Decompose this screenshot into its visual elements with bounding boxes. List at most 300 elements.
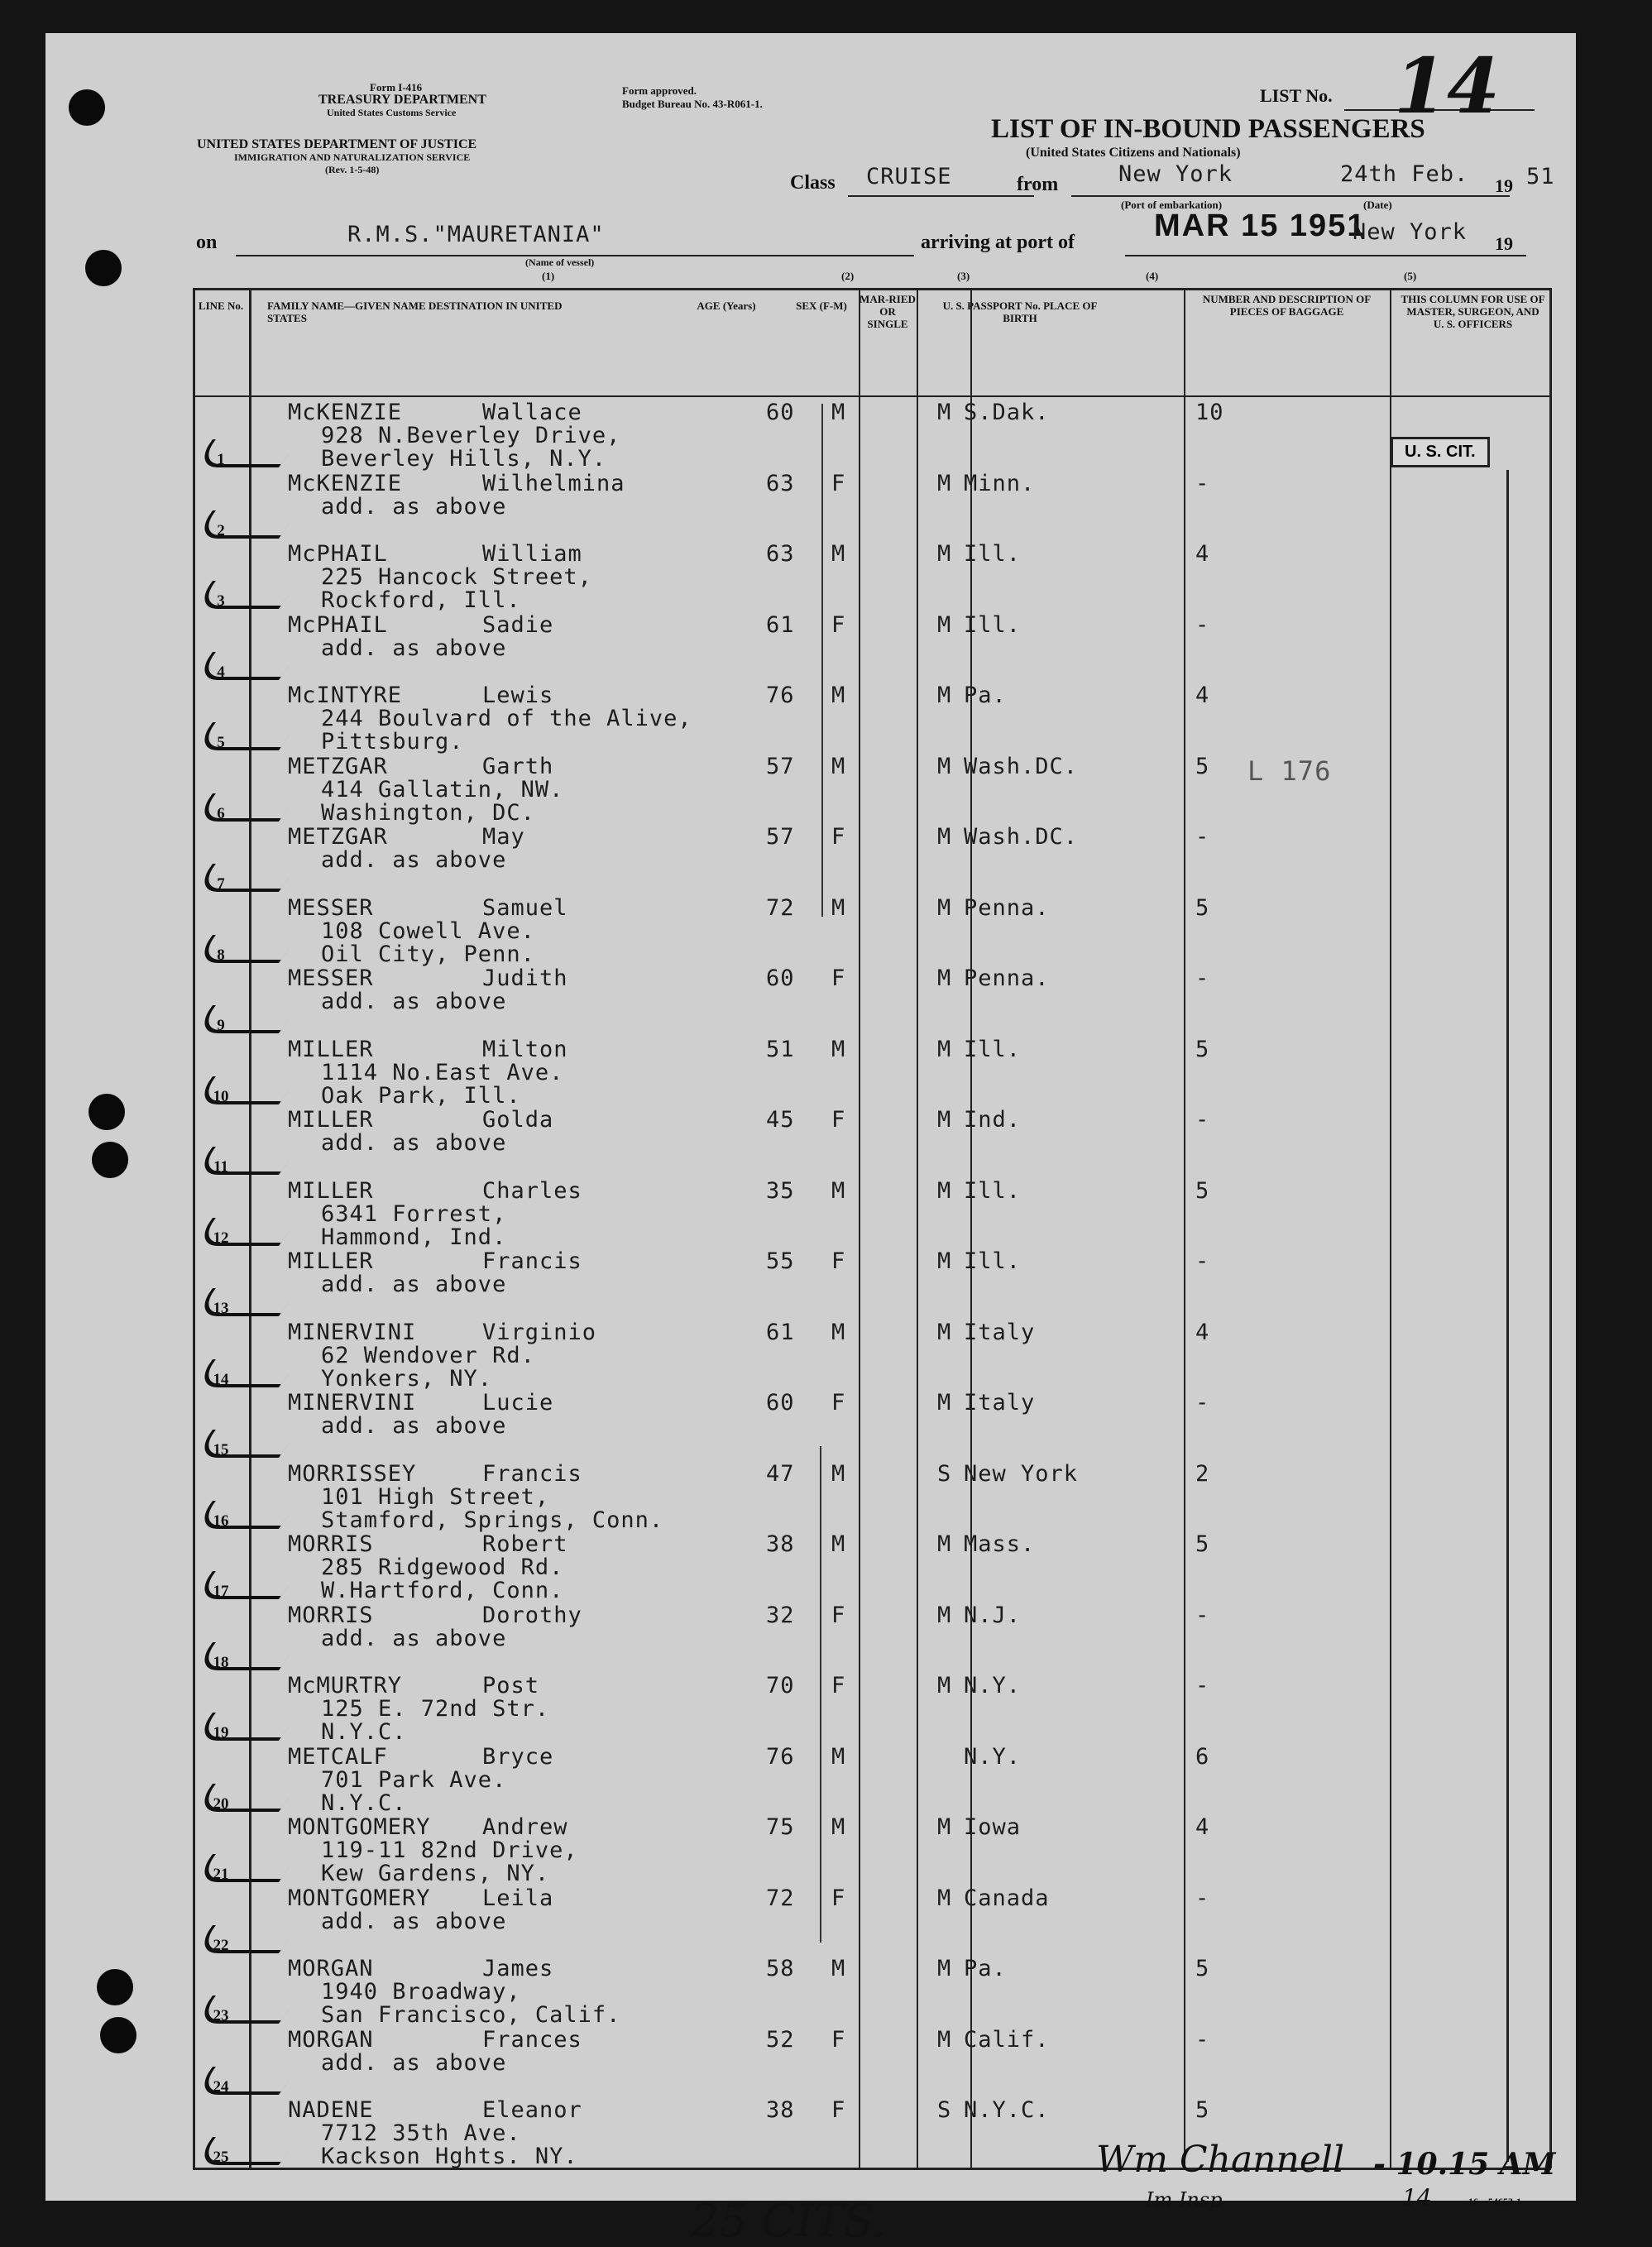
passenger-marital-status: M: [937, 824, 952, 850]
port-embark-caption: (Port of embarkation): [1121, 199, 1223, 211]
passenger-address-line: Pittsburg.: [321, 729, 464, 755]
passenger-address-line: Washington, DC.: [321, 799, 535, 826]
line-number: 17: [213, 1583, 229, 1600]
passenger-given-name: Post: [482, 1673, 540, 1698]
passenger-age: 61: [766, 1319, 795, 1345]
check-mark-icon: [193, 510, 299, 539]
inspection-time: - 10.15 AM: [1373, 2147, 1556, 2182]
col-header-passport: U. S. PASSPORT No. PLACE OF BIRTH: [942, 299, 1098, 324]
passenger-marital-status: M: [937, 753, 952, 779]
passenger-address-line: San Francisco, Calif.: [321, 2002, 621, 2028]
passenger-baggage: -: [1195, 611, 1210, 638]
passenger-surname: McKENZIE: [288, 470, 403, 496]
passenger-marital-status: M: [937, 683, 952, 708]
passenger-baggage: 4: [1195, 1814, 1210, 1840]
page-mark: 14: [1402, 2184, 1432, 2211]
passenger-address-line: Yonkers, NY.: [321, 1365, 493, 1392]
check-mark-icon: [193, 793, 299, 822]
form-approved: Form approved.: [622, 84, 697, 97]
passenger-baggage: -: [1195, 1673, 1210, 1698]
passenger-baggage: 5: [1195, 894, 1210, 921]
passenger-age: 60: [766, 965, 795, 991]
check-mark-icon: [193, 1501, 299, 1529]
col-num-1: (1): [542, 270, 555, 282]
line-number: 22: [213, 1936, 229, 1954]
passenger-birthplace: Penna.: [964, 894, 1050, 921]
passenger-address-line: add. as above: [321, 989, 507, 1014]
line-number: 18: [213, 1653, 229, 1671]
line-number: 7: [217, 875, 225, 893]
passenger-age: 51: [766, 1036, 795, 1062]
ins-service: IMMIGRATION AND NATURALIZATION SERVICE: [234, 151, 471, 163]
passenger-address-line: 7712 35th Ave.: [321, 2120, 521, 2146]
check-mark-icon: [193, 1642, 299, 1670]
check-mark-icon: [193, 1854, 299, 1882]
passenger-birthplace: Calif.: [964, 2026, 1050, 2053]
passenger-surname: MORGAN: [288, 1956, 374, 1981]
passenger-address-line: add. as above: [321, 1130, 507, 1156]
line-number: 4: [217, 663, 225, 681]
manifest-sheet: [45, 33, 1576, 2247]
passenger-surname: MILLER: [288, 1177, 374, 1204]
on-label: on: [196, 232, 218, 253]
passenger-given-name: Charles: [482, 1177, 582, 1204]
check-mark-icon: [193, 439, 299, 467]
punch-hole: [89, 1094, 125, 1130]
line-number: 23: [213, 2007, 229, 2024]
passenger-address-line: add. as above: [321, 635, 507, 661]
passenger-baggage: 2: [1195, 1460, 1210, 1487]
punch-hole: [85, 250, 122, 286]
passenger-given-name: Judith: [482, 965, 568, 991]
check-mark-icon: [193, 581, 299, 609]
date-caption: (Date): [1363, 199, 1392, 211]
check-mark-icon: [193, 2137, 299, 2165]
passenger-age: 70: [766, 1673, 795, 1698]
passenger-surname: MONTGOMERY: [288, 1814, 431, 1840]
passenger-birthplace: N.J.: [964, 1602, 1022, 1628]
line-number: 14: [213, 1370, 229, 1388]
line-number: 1: [217, 451, 225, 468]
passenger-given-name: Dorothy: [482, 1602, 582, 1628]
check-mark-icon: [193, 1288, 299, 1316]
passenger-baggage: -: [1195, 1248, 1210, 1274]
arriving-label: arriving at port of: [921, 232, 1075, 253]
col-num-4: (4): [1146, 270, 1159, 282]
passenger-marital-status: S: [937, 1460, 952, 1487]
passenger-surname: MORGAN: [288, 2026, 374, 2053]
budget-bureau: Budget Bureau No. 43-R061-1.: [622, 98, 763, 110]
passenger-age: 57: [766, 753, 795, 779]
passenger-sex: F: [831, 2097, 846, 2123]
passenger-marital-status: M: [937, 1673, 952, 1698]
check-mark-icon: [193, 1713, 299, 1741]
passenger-address-line: 62 Wendover Rd.: [321, 1342, 535, 1368]
form-number: Form I-416: [370, 81, 423, 93]
passenger-surname: NADENE: [288, 2097, 374, 2123]
passenger-sex: F: [831, 1602, 846, 1628]
age-bracket-mark: [821, 404, 823, 917]
passenger-birthplace: Mass.: [964, 1531, 1036, 1557]
passenger-baggage: -: [1195, 824, 1210, 850]
passenger-surname: MORRISSEY: [288, 1460, 417, 1487]
line-number: 9: [217, 1017, 225, 1034]
passenger-age: 38: [766, 1531, 795, 1557]
passenger-address-line: Rockford, Ill.: [321, 587, 521, 613]
passenger-age: 57: [766, 824, 795, 850]
passenger-address-line: 414 Gallatin, NW.: [321, 776, 564, 802]
passenger-address-line: 119-11 82nd Drive,: [321, 1837, 578, 1863]
age-bracket-mark: [820, 1446, 821, 1943]
passenger-address-line: 101 High Street,: [321, 1483, 550, 1510]
passenger-marital-status: M: [937, 1036, 952, 1062]
passenger-age: 60: [766, 1390, 795, 1416]
passenger-baggage: 5: [1195, 1956, 1210, 1981]
passenger-baggage: -: [1195, 1390, 1210, 1416]
col-header-age: AGE (Years): [697, 299, 756, 312]
customs-service: United States Customs Service: [327, 107, 457, 118]
passenger-birthplace: Penna.: [964, 965, 1050, 991]
passenger-age: 75: [766, 1814, 795, 1840]
passenger-address-line: Oak Park, Ill.: [321, 1082, 521, 1109]
passenger-baggage: 10: [1195, 400, 1224, 425]
embark-date: 24th Feb.: [1340, 161, 1469, 187]
passenger-surname: McMURTRY: [288, 1673, 403, 1698]
arrival-port: New York: [1353, 219, 1468, 245]
check-mark-icon: [193, 1218, 299, 1246]
passenger-surname: McPHAIL: [288, 541, 388, 567]
passenger-address-line: add. as above: [321, 847, 507, 873]
passenger-surname: McKENZIE: [288, 400, 403, 425]
passenger-birthplace: Ind.: [964, 1107, 1022, 1133]
passenger-given-name: Leila: [482, 1885, 554, 1911]
passenger-baggage: 5: [1195, 1531, 1210, 1557]
passenger-birthplace: Italy: [964, 1390, 1036, 1416]
passenger-given-name: Samuel: [482, 894, 568, 921]
passenger-age: 63: [766, 541, 795, 567]
manifest-subtitle: (United States Citizens and Nationals): [1026, 146, 1241, 160]
class-value: CRUISE: [866, 164, 952, 189]
passenger-address-line: 225 Hancock Street,: [321, 564, 592, 590]
passenger-birthplace: New York: [964, 1460, 1079, 1487]
punch-hole: [92, 1142, 128, 1178]
col-header-baggage: NUMBER AND DESCRIPTION OF PIECES OF BAGGAGE: [1202, 293, 1372, 318]
col-num-2: (2): [841, 270, 855, 282]
passenger-sex: M: [831, 400, 846, 425]
passenger-marital-status: M: [937, 1814, 952, 1840]
year-prefix: 19: [1495, 175, 1513, 196]
passenger-birthplace: Wash.DC.: [964, 824, 1079, 850]
passenger-sex: M: [831, 1036, 846, 1062]
line-number: 8: [217, 946, 225, 964]
line-number: 19: [213, 1724, 229, 1742]
passenger-given-name: Andrew: [482, 1814, 568, 1840]
passenger-surname: MONTGOMERY: [288, 1885, 431, 1911]
passenger-baggage: 5: [1195, 753, 1210, 779]
line-number: 20: [213, 1794, 229, 1813]
col-header-line: LINE No.: [198, 299, 244, 312]
passenger-sex: M: [831, 753, 846, 779]
passenger-surname: MORRIS: [288, 1531, 374, 1557]
passenger-birthplace: Ill.: [964, 1036, 1022, 1062]
passenger-address-line: 701 Park Ave.: [321, 1766, 507, 1793]
print-code: 16—54653-1: [1468, 2196, 1521, 2207]
passenger-given-name: Robert: [482, 1531, 568, 1557]
passenger-birthplace: Wash.DC.: [964, 753, 1079, 779]
passenger-marital-status: M: [937, 1177, 952, 1204]
passenger-address-line: 1114 No.East Ave.: [321, 1059, 564, 1085]
passenger-age: 35: [766, 1177, 795, 1204]
passenger-address-line: add. as above: [321, 1272, 507, 1297]
passenger-marital-status: M: [937, 1956, 952, 1981]
line-number: 10: [213, 1087, 229, 1105]
passenger-birthplace: N.Y.: [964, 1673, 1022, 1698]
passenger-address-line: 125 E. 72nd Str.: [321, 1696, 550, 1722]
passenger-surname: METZGAR: [288, 753, 388, 779]
arrival-date-stamp: MAR 15 1951: [1154, 208, 1367, 243]
citizens-count: 25 CITS.: [691, 2195, 887, 2247]
passenger-given-name: Golda: [482, 1107, 554, 1133]
passenger-given-name: Garth: [482, 753, 554, 779]
passenger-surname: MORRIS: [288, 1602, 374, 1628]
passenger-birthplace: Italy: [964, 1319, 1036, 1345]
passenger-address-line: N.Y.C.: [321, 1789, 407, 1816]
passenger-baggage: 5: [1195, 1036, 1210, 1062]
passenger-marital-status: M: [937, 1602, 952, 1628]
passenger-sex: M: [831, 1460, 846, 1487]
check-mark-icon: [193, 1784, 299, 1812]
passenger-age: 63: [766, 470, 795, 496]
check-mark-icon: [193, 1995, 299, 2024]
passenger-surname: MILLER: [288, 1036, 374, 1062]
passenger-age: 38: [766, 2097, 795, 2123]
check-mark-icon: [193, 1571, 299, 1599]
vessel-name: R.M.S."MAURETANIA": [347, 222, 605, 247]
passenger-birthplace: Ill.: [964, 611, 1022, 638]
passenger-baggage: -: [1195, 2026, 1210, 2053]
passenger-marital-status: M: [937, 1248, 952, 1274]
passenger-baggage: 6: [1195, 1743, 1210, 1770]
passenger-marital-status: M: [937, 541, 952, 567]
passenger-address-line: Kew Gardens, NY.: [321, 1861, 550, 1886]
punch-hole: [69, 89, 105, 126]
check-mark-icon: [193, 864, 299, 892]
from-value: New York: [1118, 161, 1233, 187]
from-label: from: [1017, 174, 1059, 195]
passenger-given-name: Lewis: [482, 683, 554, 708]
passenger-address-line: add. as above: [321, 2049, 507, 2076]
passenger-age: 58: [766, 1956, 795, 1981]
justice-dept: UNITED STATES DEPARTMENT OF JUSTICE: [197, 137, 477, 151]
passenger-age: 32: [766, 1602, 795, 1628]
passenger-given-name: Francis: [482, 1460, 582, 1487]
passenger-baggage: -: [1195, 1602, 1210, 1628]
line-number: 24: [213, 2077, 229, 2096]
passenger-surname: MILLER: [288, 1248, 374, 1274]
list-no-label: LIST No.: [1260, 85, 1333, 106]
passenger-baggage: 5: [1195, 1177, 1210, 1204]
line-number: 6: [217, 804, 225, 822]
passenger-sex: M: [831, 1956, 846, 1981]
passenger-sex: M: [831, 1177, 846, 1204]
passenger-sex: M: [831, 1319, 846, 1345]
passenger-baggage: -: [1195, 1107, 1210, 1133]
passenger-sex: F: [831, 1107, 846, 1133]
passenger-given-name: William: [482, 541, 582, 567]
line-number: 21: [213, 1866, 229, 1883]
passenger-birthplace: S.Dak.: [964, 400, 1050, 425]
line-number: 15: [213, 1441, 229, 1459]
passenger-marital-status: M: [937, 1531, 952, 1557]
passenger-address-line: add. as above: [321, 1625, 507, 1651]
passenger-baggage: 5: [1195, 2097, 1210, 2123]
check-mark-icon: [193, 935, 299, 963]
col-num-5: (5): [1404, 270, 1417, 282]
passenger-surname: McPHAIL: [288, 611, 388, 638]
col-num-3: (3): [957, 270, 970, 282]
passenger-surname: MESSER: [288, 894, 374, 921]
passenger-sex: F: [831, 965, 846, 991]
passenger-marital-status: M: [937, 894, 952, 921]
passenger-surname: MINERVINI: [288, 1390, 417, 1416]
line-number: 13: [213, 1300, 229, 1317]
list-number: 14: [1394, 41, 1501, 131]
passenger-age: 47: [766, 1460, 795, 1487]
check-mark-icon: [193, 652, 299, 680]
passenger-sex: M: [831, 683, 846, 708]
passenger-given-name: Milton: [482, 1036, 568, 1062]
passenger-given-name: Lucie: [482, 1390, 554, 1416]
year-prefix-2: 19: [1495, 233, 1513, 254]
passenger-given-name: May: [482, 824, 525, 850]
passenger-sex: F: [831, 824, 846, 850]
passenger-sex: M: [831, 1531, 846, 1557]
passenger-address-line: 244 Boulvard of the Alive,: [321, 706, 692, 731]
passenger-address-line: Kackson Hghts. NY.: [321, 2144, 578, 2169]
passenger-marital-status: M: [937, 611, 952, 638]
check-mark-icon: [193, 1430, 299, 1458]
passenger-marital-status: M: [937, 470, 952, 496]
line-number: 25: [213, 2149, 229, 2166]
passenger-table: [193, 288, 1551, 2168]
passenger-marital-status: M: [937, 1107, 952, 1133]
passenger-address-line: add. as above: [321, 1413, 507, 1439]
revision: (Rev. 1-5-48): [325, 164, 380, 175]
passenger-age: 76: [766, 1743, 795, 1770]
passenger-address-line: Oil City, Penn.: [321, 941, 535, 967]
passenger-address-line: 6341 Forrest,: [321, 1200, 507, 1227]
col-header-name: FAMILY NAME—GIVEN NAME DESTINATION IN UNITED STATES: [267, 299, 563, 324]
passenger-given-name: Frances: [482, 2026, 582, 2053]
passenger-address-line: 928 N.Beverley Drive,: [321, 423, 621, 448]
passenger-address-line: 285 Ridgewood Rd.: [321, 1555, 564, 1580]
check-mark-icon: [193, 1925, 299, 1953]
line-number: 5: [217, 734, 225, 751]
passenger-age: 72: [766, 894, 795, 921]
passenger-birthplace: Ill.: [964, 1177, 1022, 1204]
passenger-age: 61: [766, 611, 795, 638]
passenger-birthplace: Canada: [964, 1885, 1050, 1911]
check-mark-icon: [193, 1147, 299, 1175]
check-mark-icon: [193, 1359, 299, 1387]
passenger-birthplace: Minn.: [964, 470, 1036, 496]
passenger-marital-status: M: [937, 1390, 952, 1416]
passenger-surname: MILLER: [288, 1107, 374, 1133]
passenger-address-line: add. as above: [321, 493, 507, 520]
us-citizen-bracket-line: [1506, 470, 1509, 2162]
passenger-sex: M: [831, 1814, 846, 1840]
passenger-sex: F: [831, 1390, 846, 1416]
passenger-given-name: Eleanor: [482, 2097, 582, 2123]
year-value: 51: [1526, 164, 1555, 189]
passenger-marital-status: M: [937, 1319, 952, 1345]
treasury-dept: TREASURY DEPARTMENT: [318, 93, 486, 107]
passenger-address-line: N.Y.C.: [321, 1719, 407, 1745]
passenger-marital-status: M: [937, 2026, 952, 2053]
passenger-marital-status: M: [937, 1885, 952, 1911]
line-number: 2: [217, 521, 225, 539]
passenger-birthplace: Pa.: [964, 683, 1007, 708]
passenger-sex: M: [831, 894, 846, 921]
passenger-given-name: Wallace: [482, 400, 582, 425]
passenger-birthplace: Iowa: [964, 1814, 1022, 1840]
passenger-sex: F: [831, 1248, 846, 1274]
check-mark-icon: [193, 722, 299, 750]
check-mark-icon: [193, 1076, 299, 1104]
passenger-address-line: Stamford, Springs, Conn.: [321, 1507, 664, 1533]
passenger-address-line: 1940 Broadway,: [321, 1979, 521, 2005]
passenger-birthplace: Ill.: [964, 541, 1022, 567]
officer-note: L 176: [1247, 755, 1332, 787]
passenger-surname: MINERVINI: [288, 1319, 417, 1345]
manifest-title: LIST OF IN-BOUND PASSENGERS: [991, 114, 1425, 144]
passenger-given-name: Bryce: [482, 1743, 554, 1770]
line-number: 11: [213, 1158, 228, 1176]
passenger-age: 52: [766, 2026, 795, 2053]
passenger-surname: McINTYRE: [288, 683, 403, 708]
passenger-address-line: 108 Cowell Ave.: [321, 917, 535, 944]
passenger-sex: F: [831, 470, 846, 496]
vessel-caption: (Name of vessel): [525, 256, 595, 268]
passenger-sex: M: [831, 541, 846, 567]
passenger-birthplace: N.Y.: [964, 1743, 1022, 1770]
class-label: Class: [790, 172, 836, 194]
col-header-married: MAR-RIED OR SINGLE: [860, 293, 916, 330]
passenger-age: 55: [766, 1248, 795, 1274]
passenger-birthplace: Ill.: [964, 1248, 1022, 1274]
us-citizen-stamp: U. S. CIT.: [1391, 437, 1490, 467]
passenger-given-name: Francis: [482, 1248, 582, 1274]
passenger-baggage: -: [1195, 470, 1210, 496]
passenger-sex: F: [831, 611, 846, 638]
line-number: 3: [217, 592, 225, 610]
passenger-baggage: -: [1195, 965, 1210, 991]
passenger-surname: MESSER: [288, 965, 374, 991]
line-number: 16: [213, 1512, 229, 1530]
inspector-title: Im Insp: [1146, 2188, 1223, 2211]
passenger-given-name: Wilhelmina: [482, 470, 625, 496]
passenger-baggage: 4: [1195, 1319, 1210, 1345]
passenger-given-name: Sadie: [482, 611, 554, 638]
passenger-sex: M: [831, 1743, 846, 1770]
passenger-address-line: Beverley Hills, N.Y.: [321, 446, 607, 472]
passenger-given-name: James: [482, 1956, 554, 1981]
check-mark-icon: [193, 1005, 299, 1033]
col-header-sex: SEX (F-M): [796, 299, 847, 312]
passenger-sex: F: [831, 2026, 846, 2053]
passenger-surname: METZGAR: [288, 824, 388, 850]
passenger-age: 45: [766, 1107, 795, 1133]
